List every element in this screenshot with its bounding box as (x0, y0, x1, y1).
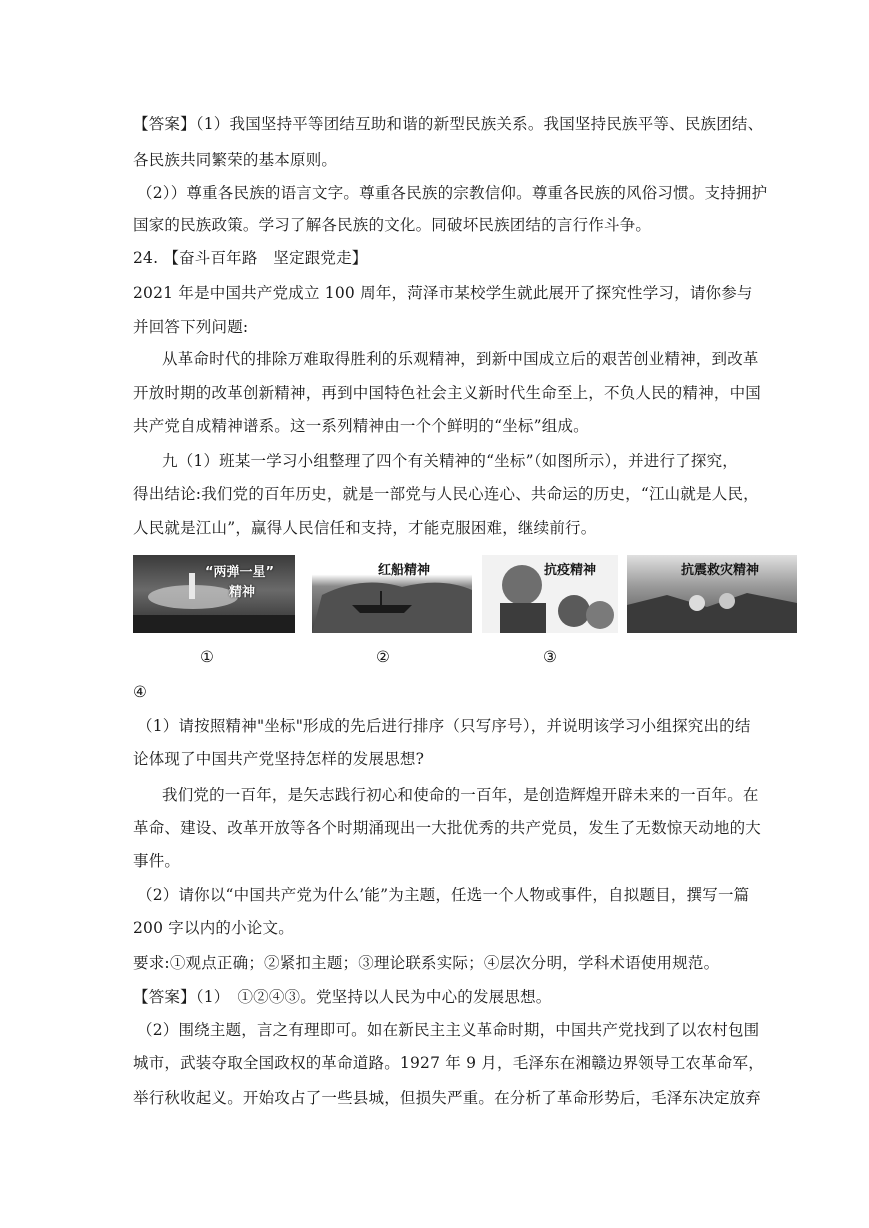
material-paragraph: 九（1）班某一学习小组整理了四个有关精神的“坐标”（如图所示），并进行了探究， (162, 452, 739, 470)
image-caption: “两弹一星” (205, 565, 275, 580)
material-paragraph: 共产党自成精神谱系。这一系列精神由一个个鲜明的“坐标”组成。 (133, 417, 589, 435)
answer-line: （2）围绕主题，言之有理即可。如在新民主主义革命时期，中国共产党找到了以农村包围 (137, 1021, 760, 1039)
material-paragraph: 事件。 (133, 852, 181, 870)
requirements: 要求:①观点正确；②紧扣主题；③理论联系实际；④层次分明，学科术语使用规范。 (133, 954, 720, 972)
image-caption: 红船精神 (378, 563, 431, 578)
image-number: ① (200, 648, 214, 666)
image-number: ② (376, 648, 390, 666)
question-intro: 2021 年是中国共产党成立 100 周年，菏泽市某校学生就此展开了探究性学习，请你参与 (133, 284, 753, 302)
material-paragraph: 得出结论:我们党的百年历史，就是一部党与人民心连心、共命运的历史，“江山就是人民， (133, 485, 759, 503)
sub-question: 论体现了中国共产党坚持怎样的发展思想? (133, 750, 425, 768)
image-earthquake-relief (627, 555, 797, 633)
spirit-images-strip (133, 555, 797, 633)
answer-line: 国家的民族政策。学习了解各民族的文化。同破坏民族团结的言行作斗争。 (133, 216, 652, 234)
image-caption: 抗疫精神 (544, 563, 597, 578)
answer-line: 各民族共同繁荣的基本原则。 (133, 151, 338, 169)
image-caption: 抗震救灾精神 (681, 563, 760, 578)
material-paragraph: 我们党的一百年，是矢志践行初心和使命的一百年，是创造辉煌开辟未来的一百年。在 (162, 786, 759, 804)
answer-line: （2））尊重各民族的语言文字。尊重各民族的宗教信仰。尊重各民族的风俗习惯。支持拥护 (137, 184, 768, 202)
answer-line: 【答案】（1） ①②④③。党坚持以人民为中心的发展思想。 (133, 988, 552, 1006)
image-number: ③ (543, 648, 557, 666)
material-paragraph: 从革命时代的排除万难取得胜利的乐观精神，到新中国成立后的艰苦创业精神，到改革 (162, 350, 759, 368)
answer-line: 举行秋收起义。开始攻占了一些县城，但损失严重。在分析了革命形势后，毛泽东决定放弃 (133, 1089, 762, 1107)
image-number: ④ (133, 683, 148, 701)
material-paragraph: 革命、建设、改革开放等各个时期涌现出一大批优秀的共产党员，发生了无数惊天动地的大 (133, 819, 762, 837)
question-intro: 并回答下列问题: (133, 318, 249, 336)
sub-question: 200 字以内的小论文。 (133, 919, 294, 937)
answer-line: 城市，武装夺取全国政权的革命道路。1927 年 9 月，毛泽东在湘赣边界领导工农革命军， (133, 1054, 764, 1072)
image-caption: 精神 (229, 585, 256, 600)
answer-line: 【答案】（1）我国坚持平等团结互助和谐的新型民族关系。我国坚持民族平等、民族团结、 (133, 115, 764, 133)
sub-question: （2）请你以“中国共产党为什么’能”为主题，任选一个人物或事件，自拟题目，撰写一篇 (137, 886, 750, 904)
material-paragraph: 开放时期的改革创新精神，再到中国特色社会主义新时代生命至上，不负人民的精神，中国 (133, 384, 762, 402)
material-paragraph: 人民就是江山”，赢得人民信任和支持，才能克服困难，继续前行。 (133, 519, 597, 537)
image-anti-epidemic (482, 555, 618, 633)
image-two-bombs-one-satellite (133, 555, 295, 633)
image-red-boat (312, 555, 472, 633)
sub-question: （1）请按照精神"坐标"形成的先后进行排序（只写序号），并说明该学习小组探究出的结 (137, 717, 751, 735)
question-title: 24. 【奋斗百年路 坚定跟党走】 (133, 249, 368, 267)
